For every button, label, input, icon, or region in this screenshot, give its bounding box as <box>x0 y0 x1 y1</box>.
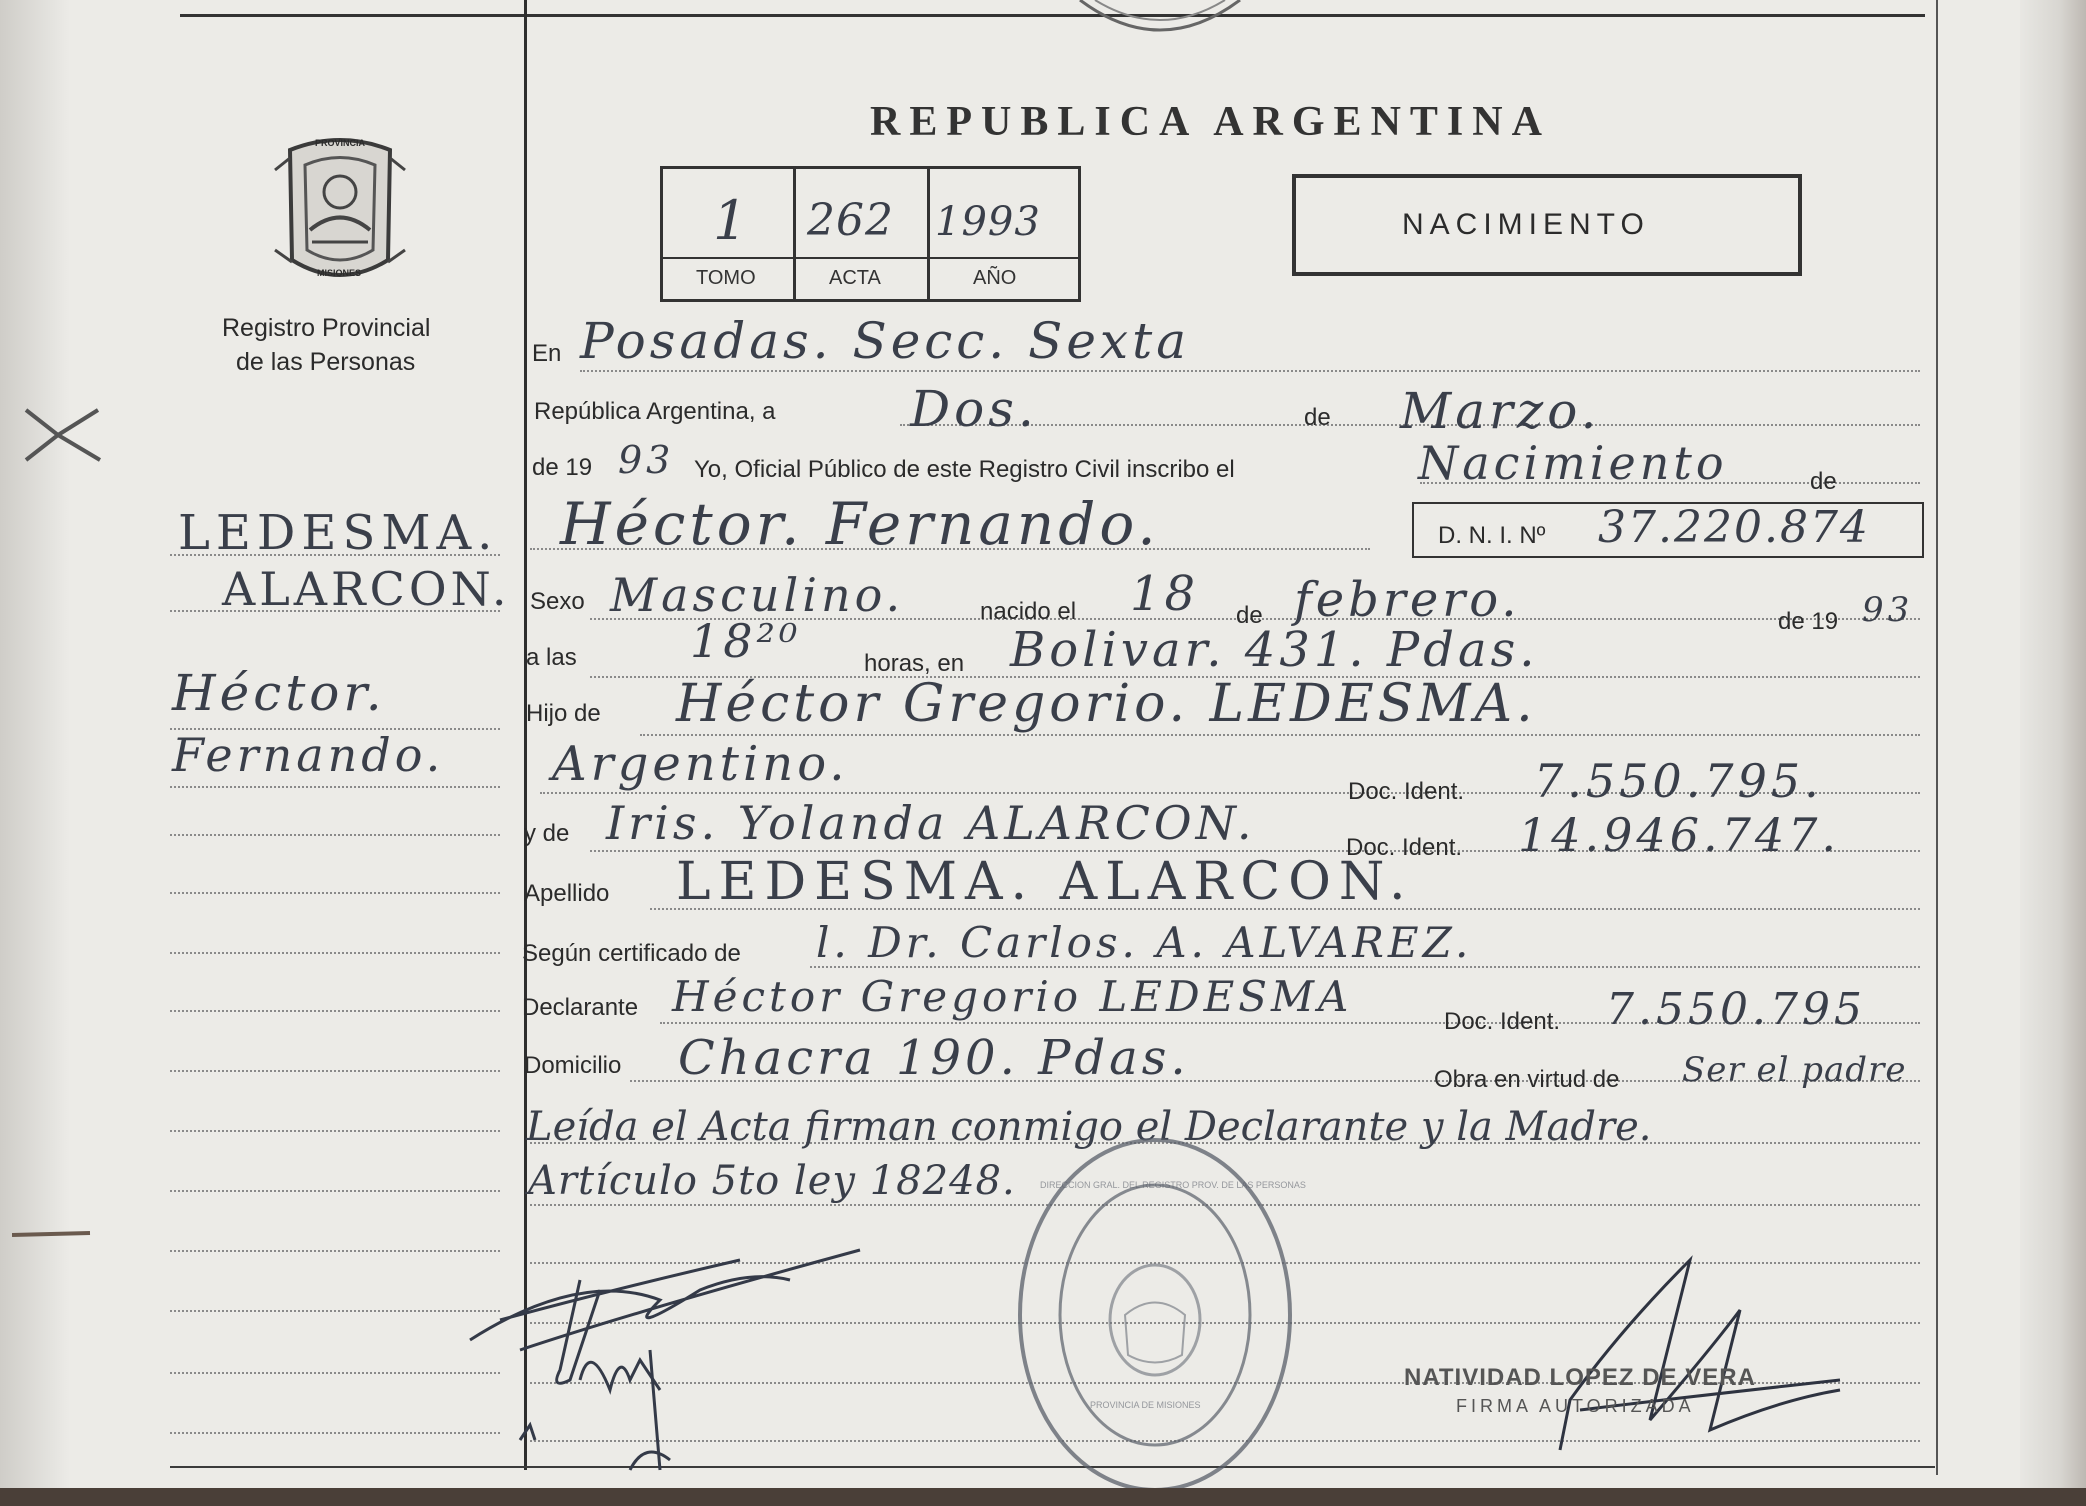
provincial-seal <box>270 130 410 290</box>
label-en: En <box>532 340 562 367</box>
stamp-inner-text: PROVINCIA DE MISIONES <box>1090 1400 1201 1410</box>
value-day: Dos. <box>910 380 1038 438</box>
value-birth-month: febrero. <box>1294 572 1521 628</box>
label-de-19: de 19 <box>532 454 593 481</box>
value-dni: 37.220.874 <box>1598 502 1870 553</box>
official-signature <box>1540 1250 1860 1460</box>
margin-line <box>170 1372 500 1374</box>
value-note-line-1: Leída el Acta firman conmigo el Declarante y la Madre. <box>526 1104 1652 1150</box>
label-de-mid: de <box>1236 602 1263 629</box>
label-de-end: de <box>1810 468 1837 495</box>
declarant-signature <box>460 1230 880 1480</box>
label-horas-en: horas, en <box>864 650 965 677</box>
label-domicilio: Domicilio <box>524 1052 622 1079</box>
record-type: NACIMIENTO <box>1402 208 1650 241</box>
box-divider-1 <box>793 169 796 299</box>
firma-autorizada: FIRMA AUTORIZADA <box>1456 1396 1695 1416</box>
label-declarante: Declarante <box>522 994 639 1021</box>
value-surname: LEDESMA. ALARCON. <box>676 852 1414 912</box>
label-doc-ident-2: Doc. Ident. <box>1346 834 1463 861</box>
margin-line <box>170 1190 500 1192</box>
right-border <box>1936 0 1938 1475</box>
page-title: REPUBLICA ARGENTINA <box>870 99 1551 145</box>
label-sexo: Sexo <box>530 588 585 615</box>
stamp-outer-text: DIRECCION GRAL. DEL REGISTRO PROV. DE LAS PERSONAS <box>1040 1180 1306 1190</box>
margin-line <box>170 1250 500 1252</box>
body-line <box>580 370 1920 372</box>
value-by-virtue: Ser el padre <box>1682 1050 1907 1090</box>
label-de-month: de <box>1304 404 1331 431</box>
record-number-box <box>660 166 1081 302</box>
value-certificate-by: l. Dr. Carlos. A. ALVAREZ. <box>816 918 1473 967</box>
seal-text-bottom: MISIONES <box>317 268 362 278</box>
box-row-divider <box>663 257 1078 259</box>
acta-label: ACTA <box>829 267 881 289</box>
ano-label: AÑO <box>973 267 1017 289</box>
official-name: NATIVIDAD LOPEZ DE VERA <box>1404 1364 1756 1391</box>
value-mother-doc: 14.946.747. <box>1518 808 1840 862</box>
label-a-las: a las <box>526 644 577 671</box>
binding-shadow <box>0 0 70 1506</box>
label-dni: D. N. I. Nº <box>1438 522 1546 549</box>
label-republica-a: República Argentina, a <box>534 398 776 425</box>
label-y-de: y de <box>524 820 570 847</box>
margin-line <box>170 1130 500 1132</box>
value-event: Nacimiento <box>1418 436 1728 490</box>
value-father-nationality: Argentino. <box>552 736 849 792</box>
value-birth-year-suffix: 93 <box>1862 590 1914 630</box>
margin-line <box>170 892 500 894</box>
label-doc-ident-3: Doc. Ident. <box>1444 1008 1561 1035</box>
registry-line-1: Registro Provincial <box>222 314 431 342</box>
value-declarant: Héctor Gregorio LEDESMA <box>672 972 1353 1021</box>
record-type-box <box>1292 174 1802 276</box>
margin-given-1: Héctor. <box>172 664 386 722</box>
value-year-suffix: 93 <box>618 438 675 482</box>
margin-line <box>170 952 500 954</box>
margin-given-2: Fernando. <box>172 728 445 782</box>
value-father: Héctor Gregorio. LEDESMA. <box>676 674 1537 734</box>
tomo-label: TOMO <box>696 267 756 289</box>
label-hijo-de: Hijo de <box>526 700 601 727</box>
margin-line <box>170 1070 500 1072</box>
value-address: Chacra 190. Pdas. <box>678 1030 1190 1086</box>
seal-text-top: PROVINCIA <box>315 138 366 148</box>
label-segun-cert: Según certificado de <box>522 940 741 967</box>
value-note-line-2: Artículo 5to ley 18248. <box>528 1158 1016 1204</box>
margin-line <box>170 1310 500 1312</box>
stitch-mark <box>18 400 108 470</box>
value-name: Héctor. Fernando. <box>560 490 1160 558</box>
value-place: Posadas. Secc. Sexta <box>580 312 1191 370</box>
tomo-value: 1 <box>713 189 752 252</box>
margin-surname-1: LEDESMA. <box>178 505 499 561</box>
label-doc-ident-1: Doc. Ident. <box>1348 778 1465 805</box>
value-sex: Masculino. <box>610 568 905 622</box>
staple-mark <box>12 1225 92 1245</box>
label-nacido-el: nacido el <box>980 598 1077 625</box>
margin-line <box>170 1432 500 1434</box>
value-father-doc: 7.550.795. <box>1534 754 1823 808</box>
top-border <box>180 14 1925 17</box>
ano-value: 1993 <box>935 199 1041 245</box>
margin-line <box>170 786 500 788</box>
value-birth-time: 18²⁰ <box>690 614 802 668</box>
page-bottom-edge <box>0 1488 2086 1506</box>
registry-line-2: de las Personas <box>236 348 416 376</box>
value-declarant-doc: 7.550.795 <box>1606 984 1866 1035</box>
margin-surname-2: ALARCON. <box>222 562 511 616</box>
seal-emblem-icon <box>270 130 410 290</box>
value-birth-place: Bolivar. 431. Pdas. <box>1010 622 1539 678</box>
top-seal-fragment <box>1075 0 1245 36</box>
value-mother: Iris. Yolanda ALARCON. <box>606 796 1256 850</box>
margin-line <box>170 1010 500 1012</box>
value-birth-day: 18 <box>1130 566 1200 622</box>
acta-value: 262 <box>807 195 894 246</box>
value-month: Marzo. <box>1400 382 1601 440</box>
label-apellido: Apellido <box>524 880 610 907</box>
label-yo-oficial: Yo, Oficial Público de este Registro Civil inscribo el <box>694 456 1235 483</box>
label-de-19-b: de 19 <box>1778 608 1839 635</box>
label-obra-virtud: Obra en virtud de <box>1434 1066 1620 1093</box>
box-divider-2 <box>927 169 930 299</box>
margin-line <box>170 834 500 836</box>
page-right-edge <box>2020 0 2086 1506</box>
